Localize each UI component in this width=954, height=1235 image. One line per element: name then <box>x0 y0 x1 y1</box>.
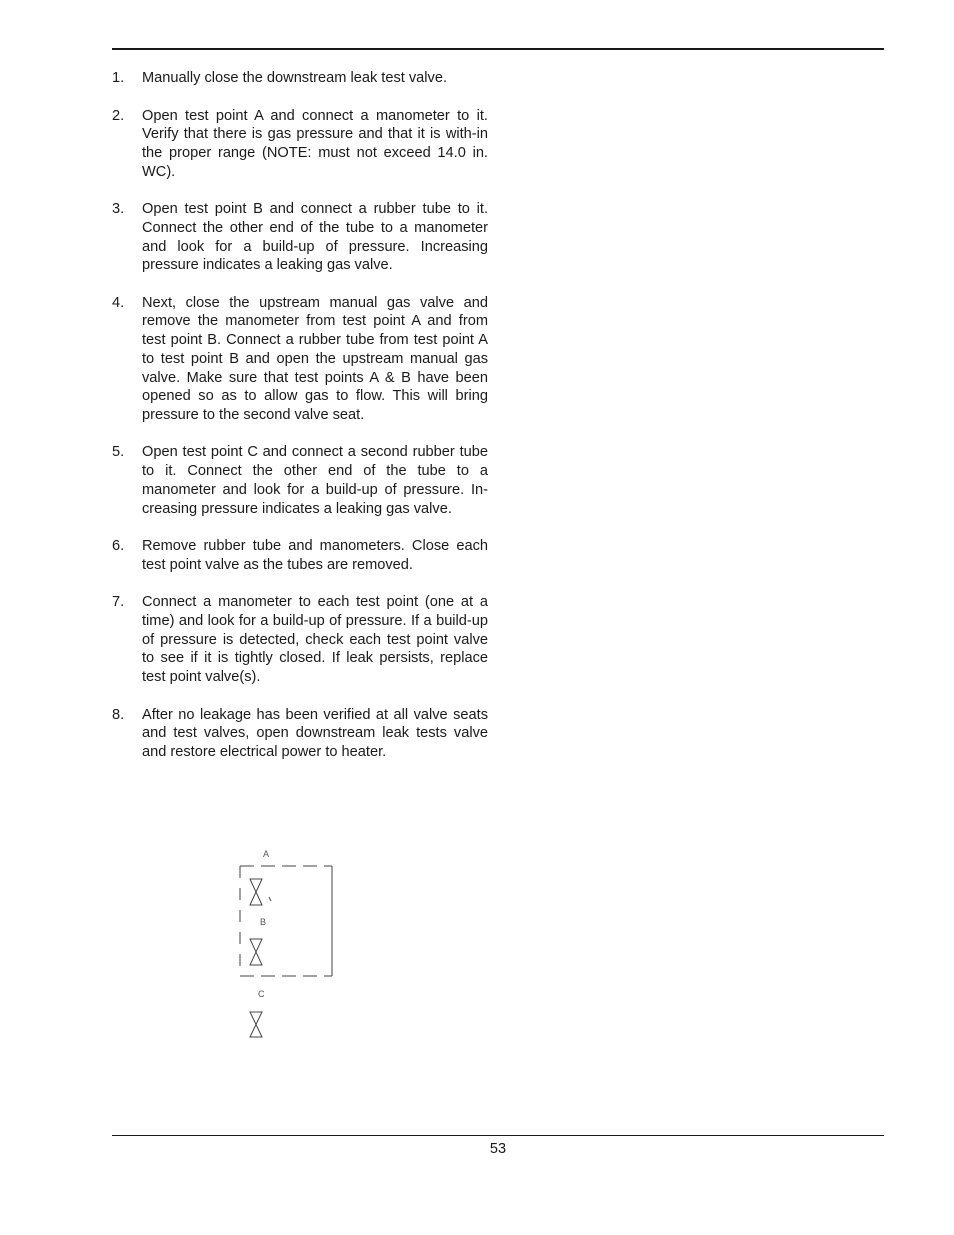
step-text: Next, close the upstream manual gas valve and remove the manometer from test point A and from test point B. Connect a rubber tube from test point A to test point B and open the upstream manual gas valve. Make sure that test points A & B have been opened so as to allow gas to flow. This will bring pressure to the second valve seat. <box>142 294 488 423</box>
page-number: 53 <box>489 1141 507 1157</box>
test-point-diagram <box>232 845 342 1045</box>
step-number: 5. <box>112 444 125 461</box>
step-text: Connect a manometer to each test point (one at a time) and look for a build-up of pressure. If a build-up of pressure is detected, check each test point valve to see if it is tightly closed. If leak persists, replace test point valve(s). <box>142 594 488 686</box>
step-text: Manually close the downstream leak test valve. <box>142 70 447 86</box>
step-number: 7. <box>112 594 125 611</box>
valve-icon <box>250 939 262 965</box>
list-item <box>112 593 488 687</box>
step-number: 2. <box>112 107 125 124</box>
list-item <box>112 294 488 425</box>
list-item <box>112 200 488 275</box>
step-text: Open test point C and connect a second rubber tube to it. Connect the other end of the tube to a manometer and look for a build-up of pressure. In-creasing pressure indicates a leaking gas valve. <box>142 444 488 517</box>
valve-icon <box>250 879 262 905</box>
list-item <box>112 537 488 574</box>
list-item <box>112 443 488 518</box>
list-item <box>112 107 488 182</box>
list-item <box>112 706 488 762</box>
step-text: Remove rubber tube and manometers. Close each test point valve as the tubes are removed. <box>142 538 488 573</box>
list-item <box>112 69 488 88</box>
tick-mark <box>269 897 271 901</box>
label-b: B <box>260 917 267 927</box>
valve-icon <box>250 1012 262 1037</box>
step-text: Open test point B and connect a rubber tube to it. Connect the other end of the tube to a manometer and look for a build-up of pressure. Increasing pressure indicates a leaking gas valve. <box>142 201 488 274</box>
step-number: 4. <box>112 294 125 311</box>
label-c: C <box>258 989 265 999</box>
step-number: 8. <box>112 706 125 723</box>
footer-rule <box>112 1135 884 1136</box>
step-number: 1. <box>112 70 125 86</box>
leak-test-steps <box>112 69 488 762</box>
step-number: 3. <box>112 201 125 218</box>
step-text: Open test point A and connect a manometer to it. Verify that there is gas pressure and that it is with-in the proper range (NOTE: must not exceed 14.0 in. WC). <box>142 107 488 180</box>
header-rule <box>112 48 884 50</box>
label-a: A <box>263 849 270 859</box>
step-number: 6. <box>112 538 125 555</box>
step-text: After no leakage has been verified at all valve seats and test valves, open downstream leak tests valve and restore electrical power to heater. <box>142 706 488 760</box>
